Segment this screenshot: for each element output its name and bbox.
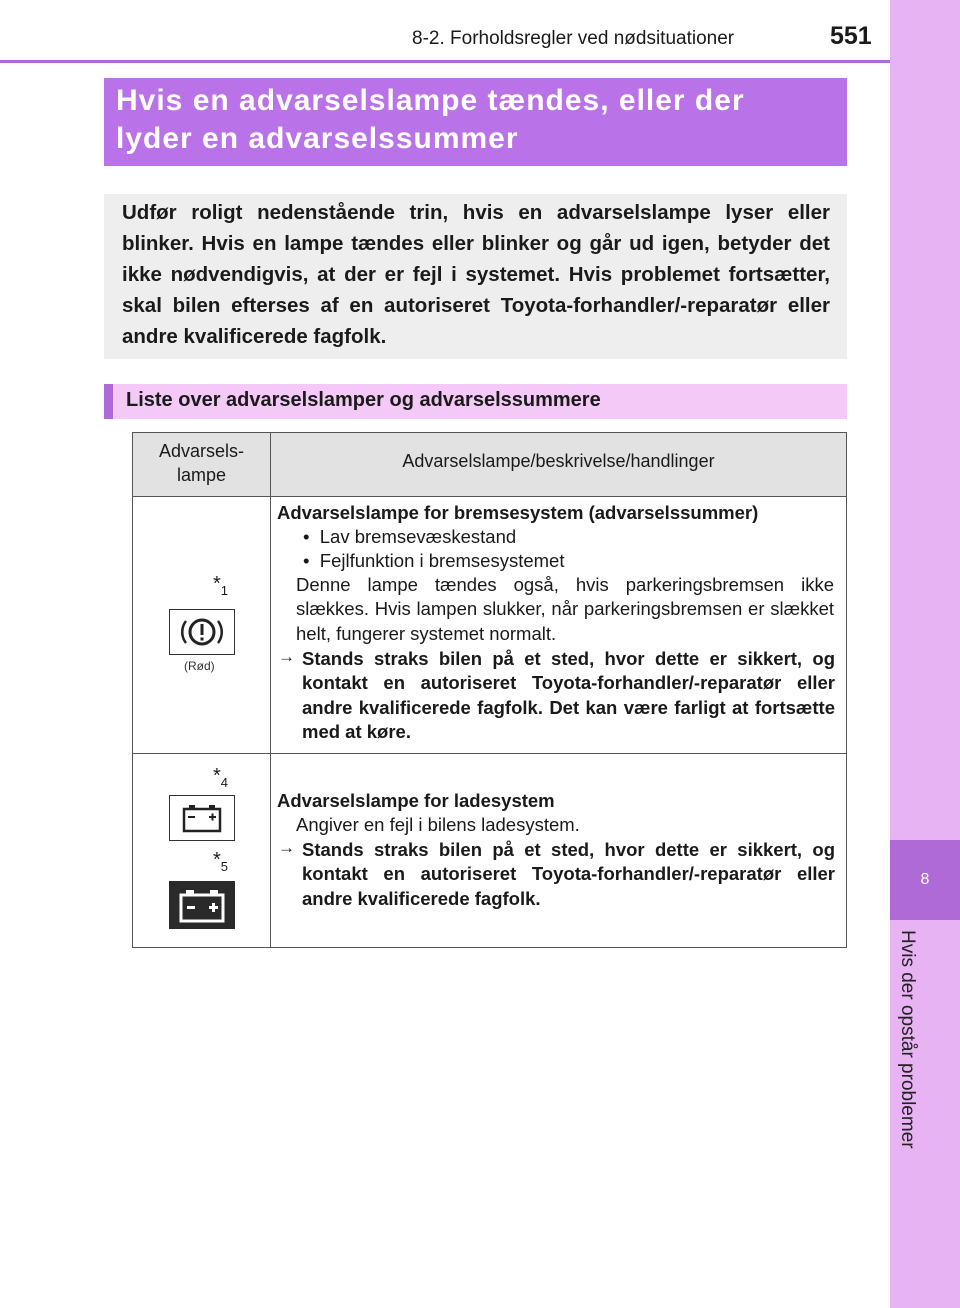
col2-header: Advarselslampe/beskrivelse/handlinger: [402, 451, 715, 471]
chapter-title: Hvis der opstår problemer: [897, 930, 918, 1149]
battery-icon: [169, 795, 235, 841]
row-divider: [133, 753, 846, 754]
charging-action: Stands straks bilen på et sted, hvor dette er sikkert, og kontakt en autoriseret Toyota-forhandler/-reparatør eller andre kvalificerede fagfolk.: [302, 839, 835, 909]
subheading-bar: [104, 384, 113, 419]
list-item: • Lav bremsevæskestand: [303, 526, 517, 547]
charging-description: Angiver en fejl i bilens ladesystem.: [296, 814, 580, 835]
header-divider: [0, 60, 890, 63]
table-header-row: [133, 433, 846, 497]
brake-warning-icon: [169, 609, 235, 655]
section-title: 8-2. Forholdsregler ved nødsituationer: [412, 28, 735, 49]
list-item: • Fejlfunktion i bremsesystemet: [303, 550, 565, 571]
warning-table: [132, 432, 847, 948]
bullet-text: Fejlfunktion i bremsesystemet: [319, 550, 565, 571]
col1-header: [133, 439, 270, 487]
arrow-icon: →: [278, 647, 295, 666]
brake-action: Stands straks bilen på et sted, hvor dette er sikkert, og kontakt en autoriseret Toyota-forhandler/-reparatør eller andre kvalificerede fagfolk. Det kan være farligt at fortsætte med at køre.: [302, 648, 835, 742]
chapter-number: 8: [890, 840, 960, 920]
bullet-text: Lav bremsevæskestand: [319, 526, 517, 547]
page-number: 551: [830, 22, 872, 50]
column-divider: [270, 433, 271, 947]
intro-text: Udfør roligt nedenstående trin, hvis en advarselslampe lyser eller blinker. Hvis en lampe tændes eller blinker og går ud igen, betyder det ikke nødvendigvis, at der er fejl i systemet. Hvis problemet fortsætter, skal bilen efterses af en autoriseret Toyota-forhandler/-reparatør eller andre kvalificerede fagfolk.: [122, 201, 830, 348]
page-title: [116, 82, 836, 158]
color-caption: (Rød): [184, 659, 215, 673]
brake-title: Advarselslampe for bremsesystem (advarselssummer): [277, 502, 759, 523]
footnote-4: $*_4$: [213, 765, 229, 790]
title-line-1: Hvis en advarselslampe tændes, eller der: [116, 84, 745, 117]
battery-icon-dark: [169, 881, 235, 929]
col1-header-text: Advarsels- lampe: [158, 441, 245, 485]
arrow-icon: →: [278, 838, 295, 857]
title-line-2: lyder en advarselssummer: [116, 122, 519, 155]
footnote-1: $*_1$: [213, 573, 229, 598]
footnote-5: $*_5$: [213, 849, 229, 874]
charging-title: Advarselslampe for ladesystem: [277, 790, 555, 811]
brake-description: Denne lampe tændes også, hvis parkeringsbremsen ikke slækkes. Hvis lampen slukker, når parkeringsbremsen er slækket helt, fungerer systemet normalt.: [296, 574, 834, 644]
subheading: Liste over advarselslamper og advarselssummere: [126, 389, 601, 411]
